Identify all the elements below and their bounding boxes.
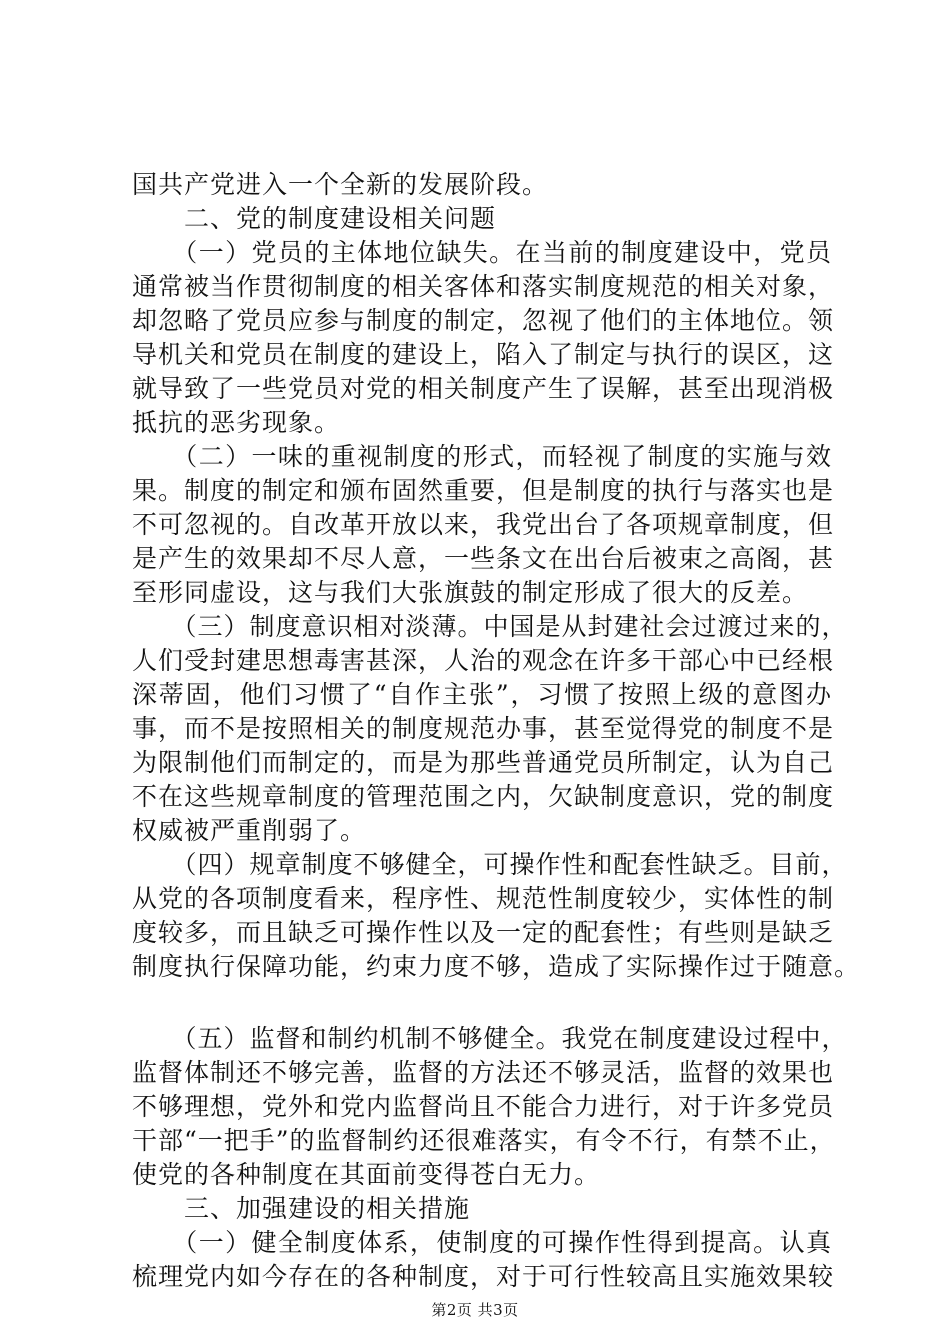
section-heading: 三、加强建设的相关措施 bbox=[132, 1194, 471, 1223]
text-line: （三）制度意识相对淡薄。中国是从封建社会过渡过来的， bbox=[132, 612, 848, 641]
text-line: 就导致了一些党员对党的相关制度产生了误解，甚至出现消极 bbox=[132, 374, 835, 403]
text-line: 监督体制还不够完善，监督的方法还不够灵活，监督的效果也 bbox=[132, 1058, 835, 1087]
text-line: 导机关和党员在制度的建设上，陷入了制定与执行的误区，这 bbox=[132, 340, 835, 369]
text-line: 抵抗的恶劣现象。 bbox=[132, 408, 341, 437]
text-line: 事，而不是按照相关的制度规范办事，甚至觉得党的制度不是 bbox=[132, 714, 835, 743]
text-line: 不够理想，党外和党内监督尚且不能合力进行，对于许多党员 bbox=[132, 1092, 835, 1121]
text-line: 从党的各项制度看来，程序性、规范性制度较少，实体性的制 bbox=[132, 884, 835, 913]
text-line: 制度执行保障功能，约束力度不够，造成了实际操作过于随意。 bbox=[132, 952, 861, 981]
text-line: 度较多，而且缺乏可操作性以及一定的配套性；有些则是缺乏 bbox=[132, 918, 835, 947]
text-line: 为限制他们而制定的，而是为那些普通党员所制定，认为自己 bbox=[132, 748, 835, 777]
text-line: 梳理党内如今存在的各种制度，对于可行性较高且实施效果较 bbox=[132, 1262, 835, 1291]
text-line: （五）监督和制约机制不够健全。我党在制度建设过程中， bbox=[132, 1024, 848, 1053]
text-line: 不在这些规章制度的管理范围之内，欠缺制度意识，党的制度 bbox=[132, 782, 835, 811]
text-line: 深蒂固，他们习惯了“自作主张”，习惯了按照上级的意图办 bbox=[132, 680, 832, 709]
text-line: （二）一味的重视制度的形式，而轻视了制度的实施与效 bbox=[132, 442, 832, 471]
text-line: 却忽略了党员应参与制度的制定，忽视了他们的主体地位。领 bbox=[132, 306, 835, 335]
text-line: （一）健全制度体系，使制度的可操作性得到提高。认真 bbox=[132, 1228, 832, 1257]
text-line: （四）规章制度不够健全，可操作性和配套性缺乏。目前， bbox=[132, 850, 848, 879]
text-line: 权威被严重削弱了。 bbox=[132, 816, 367, 845]
text-line: 果。制度的制定和颁布固然重要，但是制度的执行与落实也是 bbox=[132, 476, 835, 505]
section-heading: 二、党的制度建设相关问题 bbox=[132, 204, 497, 233]
text-line: （一）党员的主体地位缺失。在当前的制度建设中，党员 bbox=[132, 238, 832, 267]
text-line: 国共产党进入一个全新的发展阶段。 bbox=[132, 170, 549, 199]
text-line: 使党的各种制度在其面前变得苍白无力。 bbox=[132, 1160, 601, 1189]
page-number-footer: 第2页 共3页 bbox=[431, 1301, 519, 1319]
text-line: 通常被当作贯彻制度的相关客体和落实制度规范的相关对象， bbox=[132, 272, 835, 301]
text-line: 至形同虚设，这与我们大张旗鼓的制定形成了很大的反差。 bbox=[132, 578, 809, 607]
text-line: 是产生的效果却不尽人意，一些条文在出台后被束之高阁，甚 bbox=[132, 544, 835, 573]
text-line: 干部“一把手”的监督制约还很难落实，有令不行，有禁不止， bbox=[132, 1126, 836, 1155]
text-line: 人们受封建思想毒害甚深，人治的观念在许多干部心中已经根 bbox=[132, 646, 835, 675]
text-line: 不可忽视的。自改革开放以来，我党出台了各项规章制度，但 bbox=[132, 510, 835, 539]
